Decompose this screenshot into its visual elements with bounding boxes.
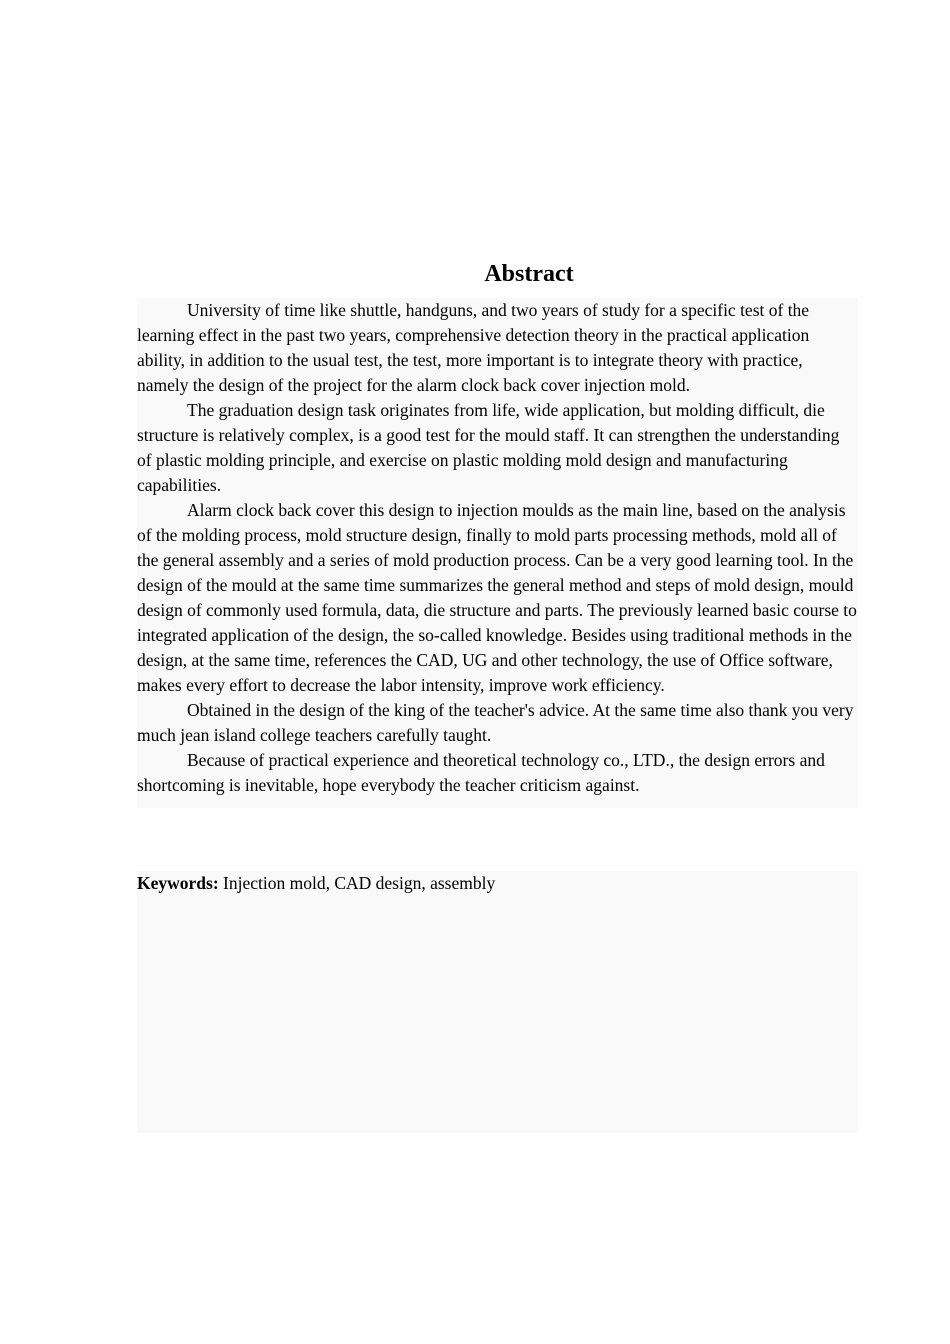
keywords-value: Injection mold, CAD design, assembly — [218, 873, 496, 893]
keywords-label: Keywords: — [137, 873, 219, 893]
abstract-paragraph-1: University of time like shuttle, handguns, and two years of study for a specific test of the learning effect in the past two years, comprehensive detection theory in the practical application ability, in addition to the usual test, the test, more important is to integrate theory with practice, namely the design of the project for the alarm clock back cover injection mold. — [137, 300, 810, 395]
abstract-paragraph-3: Alarm clock back cover this design to injection moulds as the main line, based on the analysis of the molding process, mold structure design, finally to mold parts processing methods, mold all of the general assembly and a series of mold production process. Can be a very good learning tool. In the design of the mould at the same time summarizes the general method and steps of mold design, mould design of commonly used formula, data, die structure and parts. The previously learned basic course to integrated application of the design, the so-called knowledge. Besides using traditional methods in the design, at the same time, references the CAD, UG and other technology, the use of Office software, makes every effort to decrease the labor intensity, improve work efficiency. — [137, 500, 857, 695]
keywords-line — [137, 871, 858, 896]
abstract-paragraph-2: The graduation design task originates from life, wide application, but molding difficult, die structure is relatively complex, is a good test for the mould staff. It can strengthen the understanding of plastic molding principle, and exercise on plastic molding mold design and manufacturing capabilities. — [137, 400, 840, 495]
abstract-paragraph-4: Obtained in the design of the king of the teacher's advice. At the same time also thank you very much jean island college teachers carefully taught. — [137, 700, 854, 745]
keywords-section — [137, 871, 858, 1133]
page-title: Abstract — [484, 261, 574, 287]
abstract-body — [137, 298, 858, 808]
abstract-paragraph-5: Because of practical experience and theoretical technology co., LTD., the design errors and shortcoming is inevitable, hope everybody the teacher criticism against. — [137, 750, 825, 795]
